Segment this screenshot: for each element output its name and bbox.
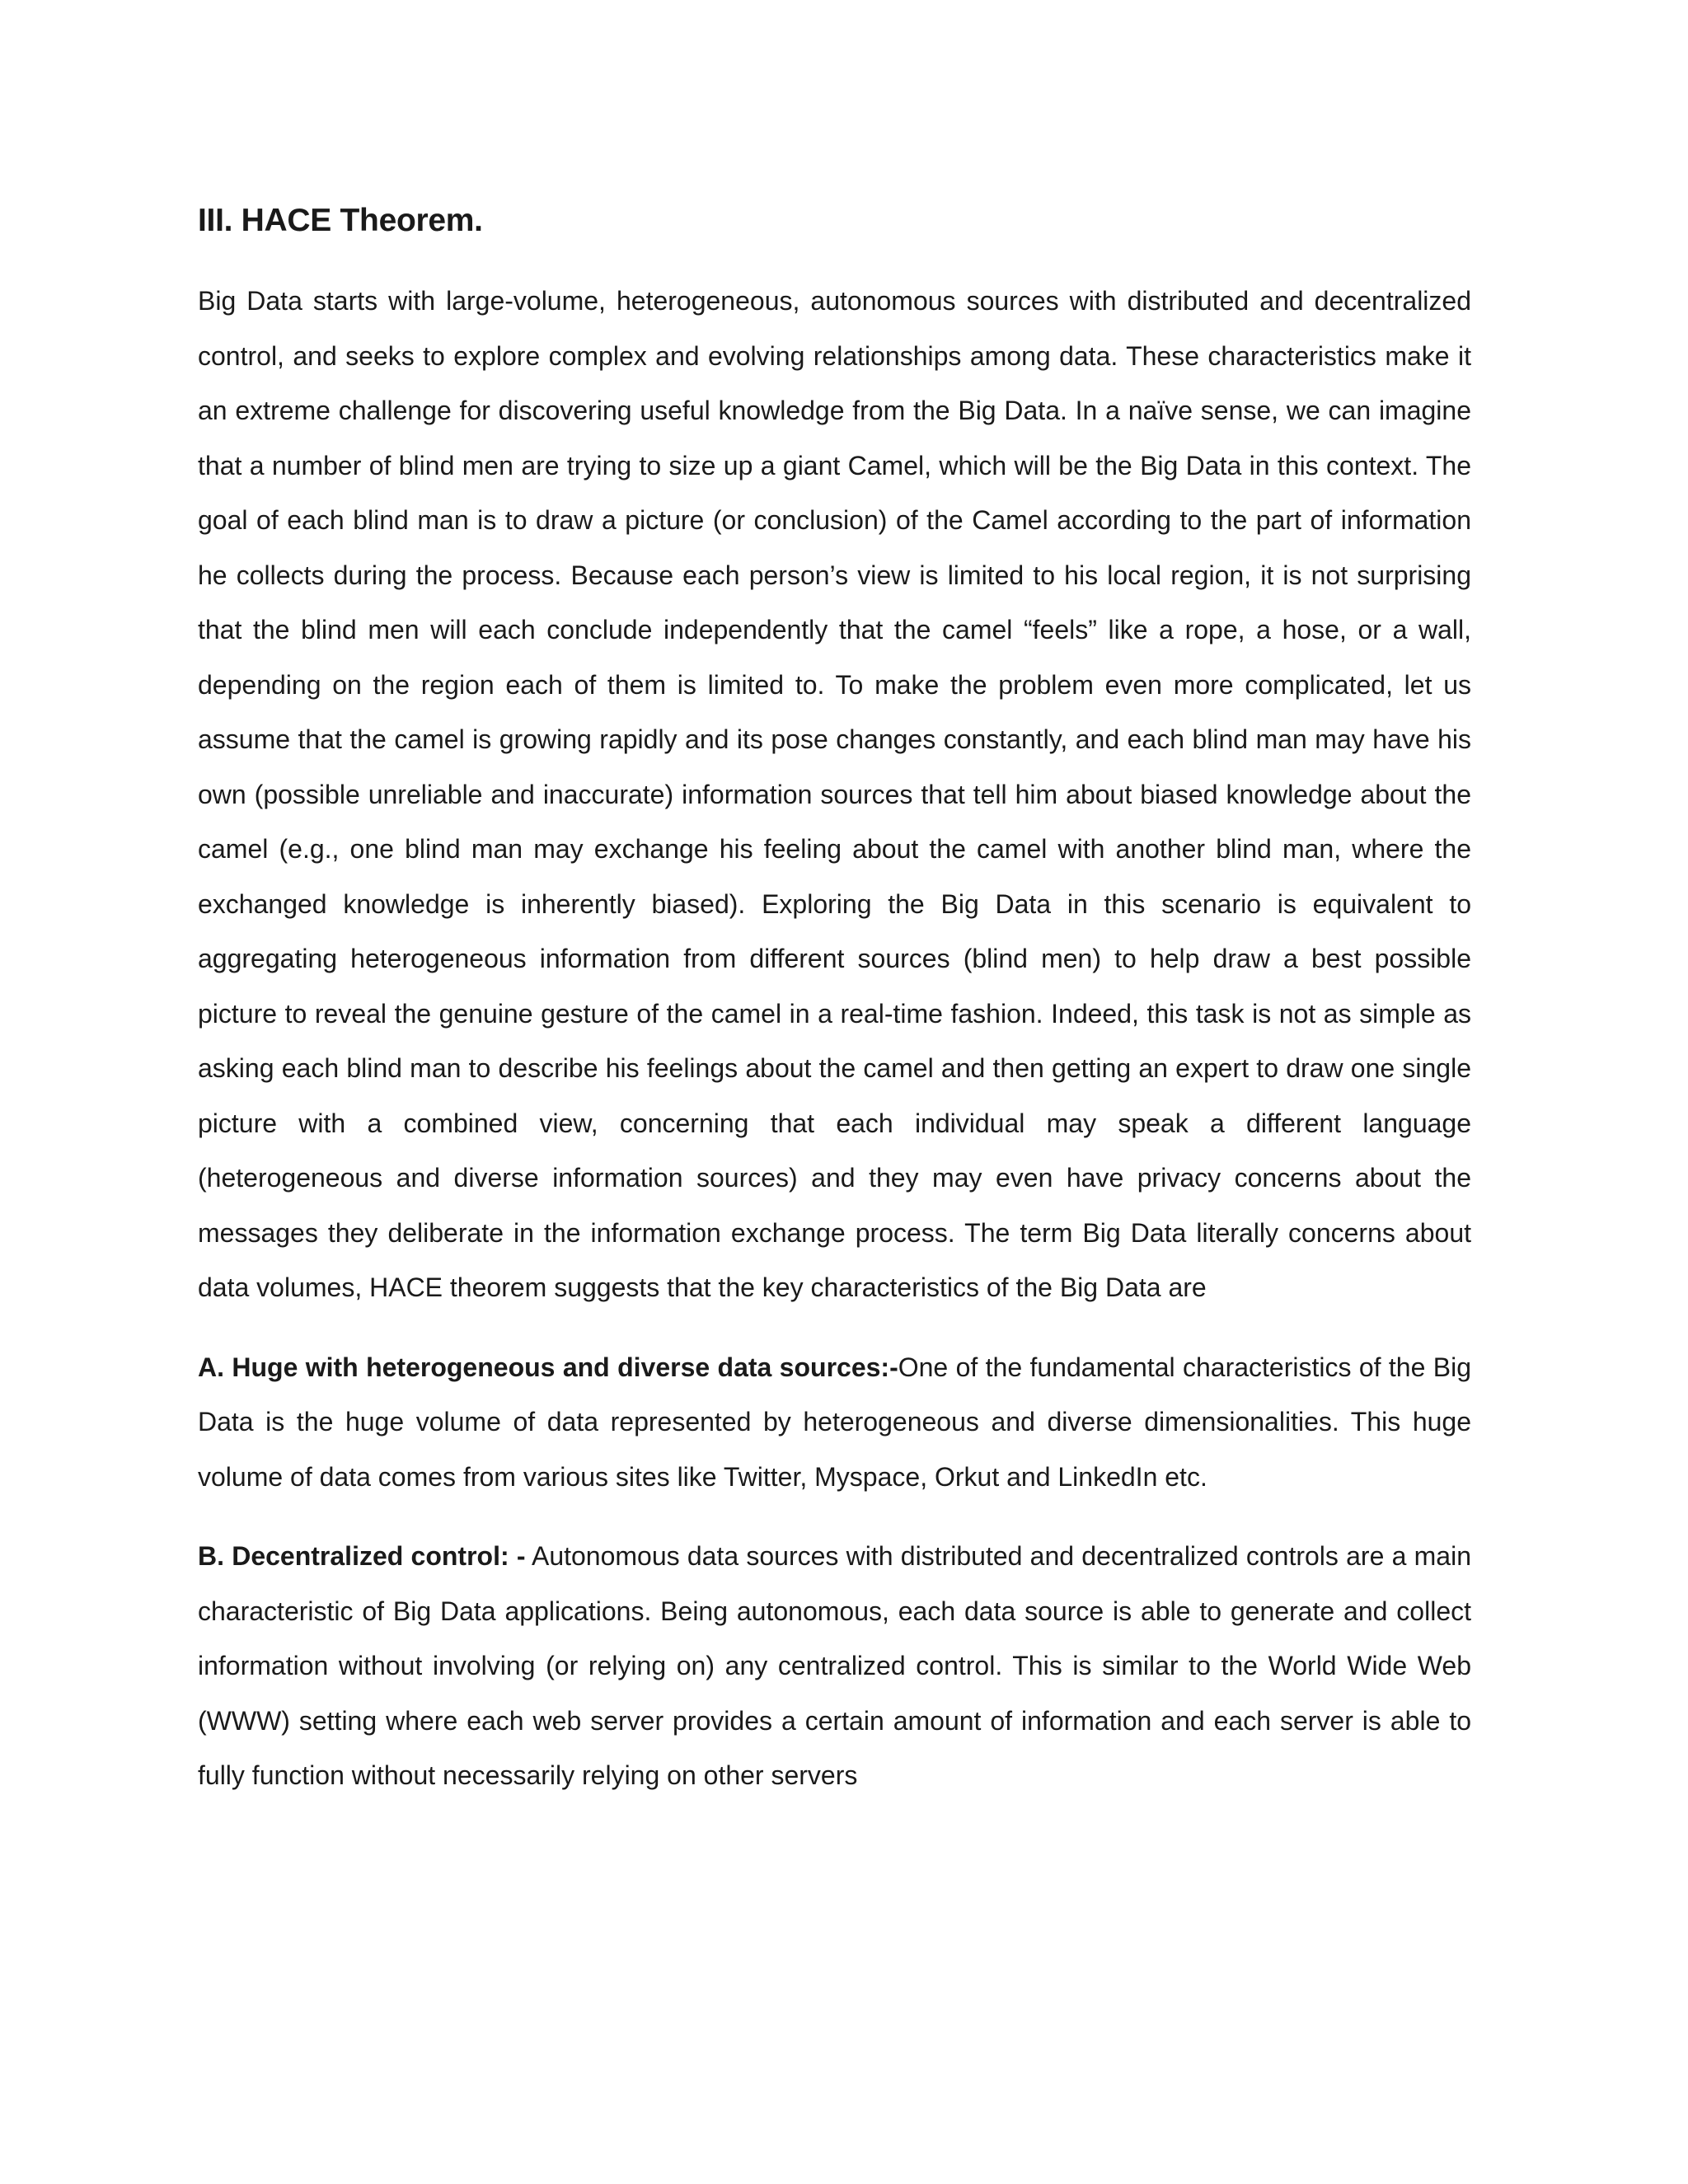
section-b-lead: B. Decentralized control: - (198, 1541, 526, 1571)
section-a-paragraph (198, 1340, 1471, 1505)
section-a-body: One of the fundamental characteristics of the Big Data is the huge volume of data represented by heterogeneous and diverse dimensionalities. This huge volume of data comes from various sites like Twitter, Myspace, Orkut and LinkedIn etc. (198, 1352, 1472, 1492)
section-b-paragraph (198, 1529, 1471, 1803)
section-b-body: Autonomous data sources with distributed and decentralized controls are a main characteristic of Big Data applications. Being autonomous, each data source is able to generate and collect information without involving (or relying on) any centralized control. This is similar to the World Wide Web (WWW) setting where each web server provides a certain amount of information and each server is able to fully function without necessarily relying on other servers (198, 1541, 1472, 1790)
section-a-lead: A. Huge with heterogeneous and diverse data sources:- (198, 1352, 898, 1382)
section-heading: III. HACE Theorem. (198, 203, 483, 238)
document-body (198, 198, 1471, 1803)
intro-paragraph: Big Data starts with large-volume, heterogeneous, autonomous sources with distributed and decentralized control, and seeks to explore complex and evolving relationships among data. These characteristics make it an extreme challenge for discovering useful knowledge from the Big Data. In a naïve sense, we can imagine that a number of blind men are trying to size up a giant Camel, which will be the Big Data in this context. The goal of each blind man is to draw a picture (or conclusion) of the Camel according to the part of information he collects during the process. Because each person’s view is limited to his local region, it is not surprising that the blind men will each conclude independently that the camel “feels” like a rope, a hose, or a wall, depending on the region each of them is limited to. To make the problem even more complicated, let us assume that the camel is growing rapidly and its pose changes constantly, and each blind man may have his own (possible unreliable and inaccurate) information sources that tell him about biased knowledge about the camel (e.g., one blind man may exchange his feeling about the camel with another blind man, where the exchanged knowledge is inherently biased). Exploring the Big Data in this scenario is equivalent to aggregating heterogeneous information from different sources (blind men) to help draw a best possible picture to reveal the genuine gesture of the camel in a real-time fashion. Indeed, this task is not as simple as asking each blind man to describe his feelings about the camel and then getting an expert to draw one single picture with a combined view, concerning that each individual may speak a different language (heterogeneous and diverse information sources) and they may even have privacy concerns about the messages they deliberate in the information exchange process. The term Big Data literally concerns about data volumes, HACE theorem suggests that the key characteristics of the Big Data are (198, 286, 1471, 1302)
